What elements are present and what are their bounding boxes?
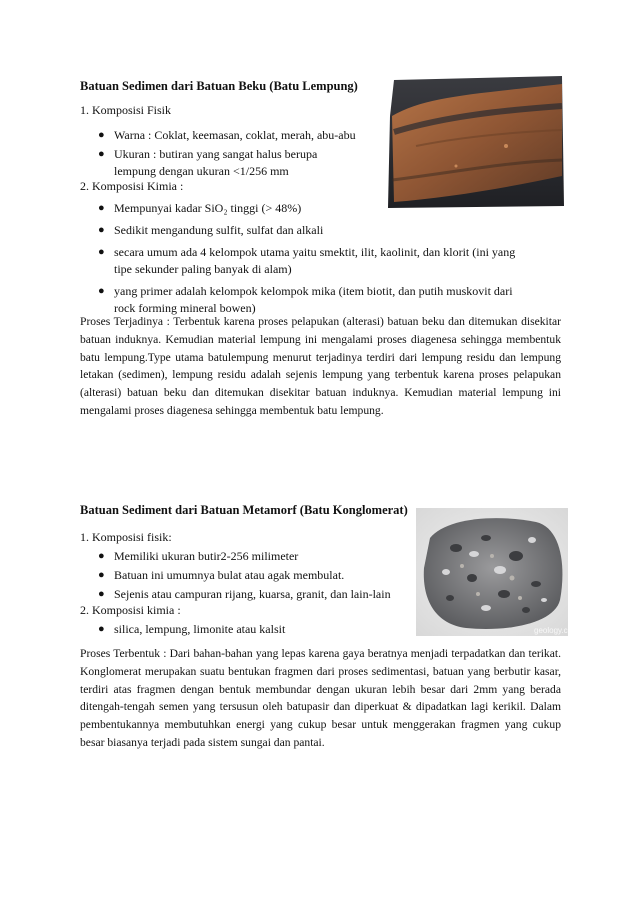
bullet-dot-icon: ● bbox=[98, 588, 105, 600]
list-item: ● Ukuran : butiran yang sangat halus berupa bbox=[98, 147, 318, 161]
bullet-dot-icon: ● bbox=[98, 285, 105, 297]
list-item: ● secara umum ada 4 kelompok utama yaitu smektit, ilit, kaolinit, dan klorit (ini yang bbox=[98, 245, 516, 259]
bullet-dot-icon: ● bbox=[98, 148, 105, 160]
list-item: ● Warna : Coklat, keemasan, coklat, merah, abu-abu bbox=[98, 128, 356, 142]
conglomerate-rock-photo bbox=[416, 508, 568, 636]
bullet-dot-icon: ● bbox=[98, 550, 105, 562]
list-item: ● Sedikit mengandung sulfit, sulfat dan alkali bbox=[98, 223, 324, 237]
list-item: ● silica, lempung, limonite atau kalsit bbox=[98, 622, 286, 636]
section2-title: Batuan Sediment dari Batuan Metamorf (Batu Konglomerat) bbox=[80, 503, 408, 517]
bullet-dot-icon: ● bbox=[98, 224, 105, 236]
list-item: ● Batuan ini umumnya bulat atau agak membulat. bbox=[98, 568, 345, 582]
list-item: ● Memiliki ukuran butir2-256 milimeter bbox=[98, 549, 299, 563]
list-item: ● Mempunyai kadar SiO₂ tinggi (> 48%) bbox=[98, 201, 302, 215]
list-item-continuation: tipe sekunder paling banyak di alam) bbox=[114, 262, 292, 276]
section1-kimia-list bbox=[92, 200, 572, 319]
list-item-continuation: lempung dengan ukuran <1/256 mm bbox=[114, 164, 289, 178]
image-credit: geology.com bbox=[534, 626, 579, 635]
section1-fisik-heading: 1. Komposisi Fisik bbox=[80, 103, 172, 117]
bullet-dot-icon: ● bbox=[98, 129, 105, 141]
section2-proses-paragraph: Proses Terbentuk : Dari bahan-bahan yang lepas karena gaya beratnya menjadi terpadatkan dan terikat. Konglomerat merupakan suatu bentukan fragmen dari proses sedimentasi, batuan yang berbutir kasar, terdiri atas fragmen dengan bentuk membundar dengan ukuran lebih besar dari 2mm yang berada ditengah-tengah semen yang tersusun oleh batupasir dan diperkuat & dipadatkan lagi kerikil. Dalam pembentukannya membutuhkan energi yang cukup besar untuk menggerakan fragmen yang cukup besar biasanya terjadi pada sistem sungai dan pantai. bbox=[80, 647, 561, 749]
section2-kimia-list bbox=[92, 621, 422, 640]
list-item: ● Sejenis atau campuran rijang, kuarsa, granit, dan lain-lain bbox=[98, 587, 391, 601]
section1-kimia-heading: 2. Komposisi Kimia : bbox=[80, 179, 184, 193]
bullet-dot-icon: ● bbox=[98, 202, 105, 214]
section2-kimia-heading: 2. Komposisi kimia : bbox=[80, 603, 181, 617]
section1-fisik-list bbox=[92, 127, 382, 182]
section1-title: Batuan Sedimen dari Batuan Beku (Batu Lempung) bbox=[80, 79, 358, 93]
bullet-dot-icon: ● bbox=[98, 246, 105, 258]
section2-fisik-list bbox=[92, 548, 422, 605]
section2-fisik-heading: 1. Komposisi fisik: bbox=[80, 530, 172, 544]
bullet-dot-icon: ● bbox=[98, 623, 105, 635]
clay-rock-photo bbox=[386, 76, 564, 208]
section1-proses-paragraph: Proses Terjadinya : Terbentuk karena proses pelapukan (alterasi) batuan beku dan ditemukan disekitar batuan induknya. Kemudian material lempung ini mengalami proses diagenesa sehingga membentuk batu lempung.Type utama batulempung menurut terjadinya terdiri dari lempung residu dan lempung letakan (sedimen), lempung residu adalah sejenis lempung yang terbentuk karena proses pelapukan (alterasi) batuan beku dan ditemukan disekitar batuan induknya. Kemudian material lempung ini mengalami proses diagenesa sehingga membentuk batu lempung. bbox=[80, 315, 561, 417]
bullet-dot-icon: ● bbox=[98, 569, 105, 581]
list-item: ● yang primer adalah kelompok kelompok mika (item biotit, dan putih muskovit dari bbox=[98, 284, 513, 298]
list-item-continuation: rock forming mineral bowen) bbox=[114, 301, 256, 315]
